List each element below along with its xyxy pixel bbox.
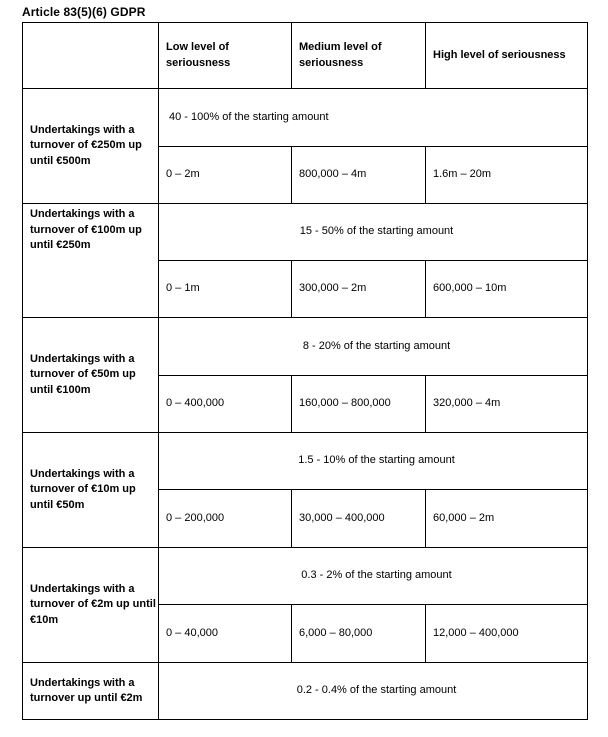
low-range-cell: 0 – 2m xyxy=(159,147,292,204)
low-range-cell: 0 – 40,000 xyxy=(159,605,292,663)
percentage-cell: 0.3 - 2% of the starting amount xyxy=(159,548,588,605)
high-range-cell: 600,000 – 10m xyxy=(426,261,588,318)
low-range-cell: 0 – 400,000 xyxy=(159,376,292,433)
header-high: High level of seriousness xyxy=(426,23,588,89)
medium-range-cell: 800,000 – 4m xyxy=(292,147,426,204)
high-range-cell: 320,000 – 4m xyxy=(426,376,588,433)
percentage-cell: 8 - 20% of the starting amount xyxy=(159,318,588,376)
medium-range-cell: 30,000 – 400,000 xyxy=(292,490,426,548)
header-medium: Medium level of seriousness xyxy=(292,23,426,89)
medium-range-cell: 6,000 – 80,000 xyxy=(292,605,426,663)
fines-table xyxy=(22,22,588,720)
medium-range-cell: 300,000 – 2m xyxy=(292,261,426,318)
category-cell: Undertakings with a turnover of €50m up until €100m xyxy=(23,318,159,433)
table-row xyxy=(23,663,588,720)
category-cell: Undertakings with a turnover up until €2m xyxy=(23,663,159,720)
document-title: Article 83(5)(6) GDPR xyxy=(22,5,146,19)
empty-header-cell xyxy=(23,23,159,89)
table-row xyxy=(23,433,588,490)
table-row xyxy=(23,204,588,261)
category-cell: Undertakings with a turnover of €250m up until €500m xyxy=(23,89,159,204)
low-range-cell: 0 – 1m xyxy=(159,261,292,318)
category-cell: Undertakings with a turnover of €2m up until €10m xyxy=(23,548,159,663)
category-cell: Undertakings with a turnover of €10m up until €50m xyxy=(23,433,159,548)
table-row xyxy=(23,89,588,147)
low-range-cell: 0 – 200,000 xyxy=(159,490,292,548)
medium-range-cell: 160,000 – 800,000 xyxy=(292,376,426,433)
high-range-cell: 60,000 – 2m xyxy=(426,490,588,548)
header-row xyxy=(23,23,588,89)
percentage-cell: 1.5 - 10% of the starting amount xyxy=(159,433,588,490)
header-low: Low level of seriousness xyxy=(159,23,292,89)
table-row xyxy=(23,548,588,605)
percentage-cell: 0.2 - 0.4% of the starting amount xyxy=(159,663,588,720)
category-cell: Undertakings with a turnover of €100m up until €250m xyxy=(23,204,159,318)
high-range-cell: 1.6m – 20m xyxy=(426,147,588,204)
table-row xyxy=(23,318,588,376)
percentage-cell: 40 - 100% of the starting amount xyxy=(159,89,588,147)
percentage-cell: 15 - 50% of the starting amount xyxy=(159,204,588,261)
high-range-cell: 12,000 – 400,000 xyxy=(426,605,588,663)
